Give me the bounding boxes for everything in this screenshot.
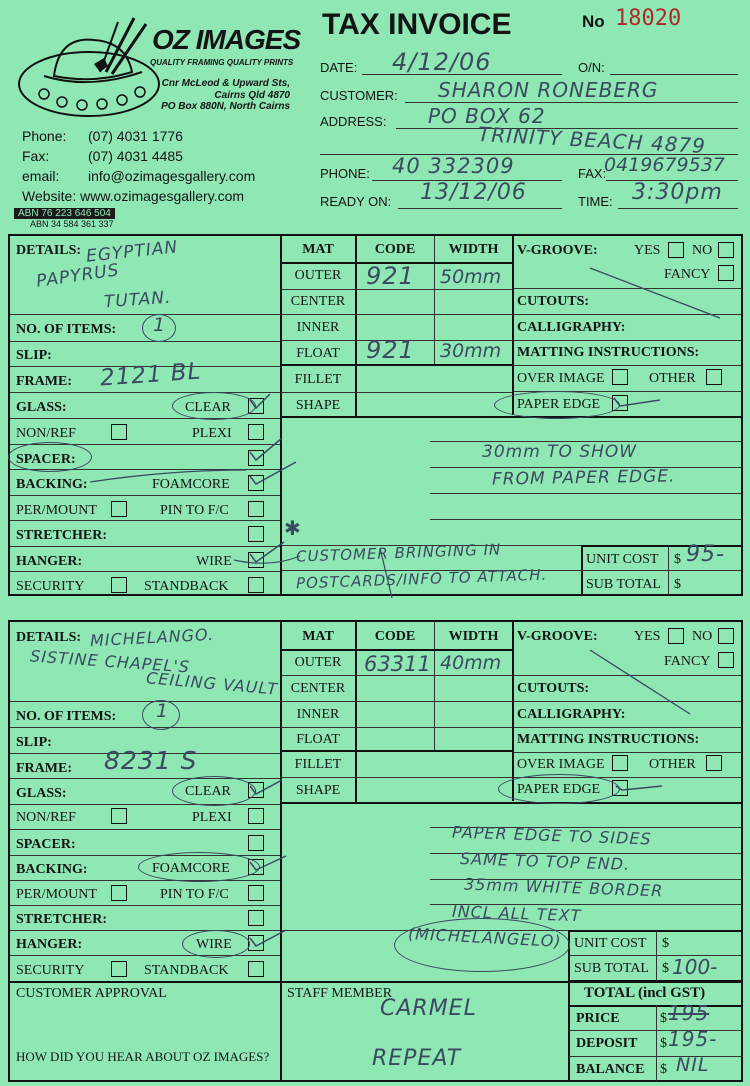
order-1-code-header: CODE: [374, 242, 416, 257]
customer-approval-label: CUSTOMER APPROVAL: [16, 986, 167, 1001]
order-2-hanger-label: HANGER:: [16, 937, 83, 952]
order-1-width-header: WIDTH: [448, 242, 499, 257]
order-1-calligraphy-label: CALLIGRAPHY:: [517, 320, 626, 335]
order-2-stretcher-label: STRETCHER:: [16, 912, 108, 927]
email-label: email:: [22, 168, 60, 184]
balance-label: BALANCE: [576, 1062, 645, 1077]
fax-label: Fax:: [22, 148, 50, 164]
order-1-unitcost-label: UNIT COST: [586, 552, 659, 567]
order-2-other-label: OTHER: [649, 757, 696, 772]
order-1-note-star-icon: ✱: [284, 516, 302, 540]
order-2-glass-label: GLASS:: [16, 786, 67, 801]
invoice-no-label: No: [582, 12, 605, 31]
company-website: www.ozimagesgallery.com: [80, 188, 245, 204]
order-1-frame-code: 2121 BL: [99, 358, 203, 392]
order-1-security-label: SECURITY: [16, 579, 85, 594]
order-2-slip-label: SLIP:: [16, 735, 52, 750]
company-address-line1: Cnr McLeod & Upward Sts,: [161, 78, 290, 89]
order-2-backing-label: BACKING:: [16, 862, 88, 877]
order-1-instruction-line1: 30mm TO SHOW: [482, 442, 638, 462]
order-2-clear-label: CLEAR: [185, 784, 231, 799]
order-2-standback-label: STANDBACK: [144, 963, 229, 978]
order-1-outer-label: OUTER: [294, 268, 342, 283]
order-1-subtotal-dollar: $: [674, 577, 681, 592]
order-1-overimage-label: OVER IMAGE: [517, 371, 605, 386]
order-2-subtotal-dollar: $: [662, 961, 669, 976]
order-1-fillet-label: FILLET: [294, 372, 342, 387]
order-2-mat-header: MAT: [302, 629, 334, 644]
order-2-items-count: 1: [156, 700, 170, 722]
order-1-center-label: CENTER: [290, 294, 346, 309]
order-1-other-label: OTHER: [649, 371, 696, 386]
ready-time: 3:30pm: [632, 180, 723, 205]
order-1-subtotal-label: SUB TOTAL: [586, 577, 661, 592]
order-2-wire-label: WIRE: [196, 937, 232, 952]
order-2-check-marks: [0, 600, 750, 1080]
hear-about-label: HOW DID YOU HEAR ABOUT OZ IMAGES?: [16, 1049, 270, 1064]
order-2-fillet-label: FILLET: [294, 757, 342, 772]
order-1-matting-label: MATTING INSTRUCTIONS:: [517, 345, 700, 360]
order-1-vgroove-label: V-GROOVE:: [517, 243, 598, 258]
order-1-unit-cost: 95-: [686, 542, 725, 567]
on-label: O/N:: [578, 60, 605, 75]
invoice-number: 18020: [615, 6, 682, 31]
company-name: OZ IMAGES: [152, 24, 301, 55]
customer-name: SHARON RONEBERG: [438, 78, 659, 102]
phone-label: Phone:: [22, 128, 67, 144]
order-2-details-line3: CEILING VAULT: [145, 668, 279, 699]
order-2-instruction-line5: (MICHELANGELO): [407, 923, 563, 952]
invoice-date: 4/12/06: [392, 48, 492, 76]
order-2-float-label: FLOAT: [296, 732, 340, 747]
abn-old: ABN 76 223 646 504: [14, 208, 115, 219]
order-2-instruction-line3: 35mm WHITE BORDER: [463, 874, 664, 901]
order-2-center-label: CENTER: [290, 681, 346, 696]
order-2-cutouts-label: CUTOUTS:: [517, 681, 590, 696]
price-value: 195: [668, 1001, 710, 1025]
order-2-outer-width: 40mm: [440, 652, 502, 674]
ready-on-label: READY ON:: [320, 194, 392, 209]
order-1-wire-label: WIRE: [196, 554, 232, 569]
order-2-outer-label: OUTER: [294, 655, 342, 670]
order-1-foamcore-label: FOAMCORE: [152, 477, 230, 492]
abn: ABN 34 584 361 337: [30, 219, 114, 229]
order-2-inner-label: INNER: [296, 707, 340, 722]
invoice-title: TAX INVOICE: [322, 8, 512, 41]
order-1-details-line1: EGYPTIAN: [85, 237, 180, 267]
order-2-pinfc-label: PIN TO F/C: [160, 887, 229, 902]
customer-label: CUSTOMER:: [320, 88, 398, 103]
order-2-matting-label: MATTING INSTRUCTIONS:: [517, 732, 700, 747]
order-1-float-width: 30mm: [440, 340, 502, 362]
price-label: PRICE: [576, 1011, 620, 1026]
order-2-unitcost-dollar: $: [662, 936, 669, 951]
order-2-overimage-label: OVER IMAGE: [517, 757, 605, 772]
order-2-details-line1: MICHELANGO.: [89, 624, 215, 651]
balance-value: NIL: [676, 1054, 710, 1076]
order-2-subtotal-label: SUB TOTAL: [574, 961, 649, 976]
order-1-mat-header: MAT: [302, 242, 334, 257]
order-1-note-line2: POSTCARDS/INFO TO ATTACH.: [295, 565, 548, 593]
deposit-dollar: $: [660, 1036, 667, 1051]
order-1-instruction-line2: FROM PAPER EDGE.: [491, 466, 676, 490]
time-label: TIME:: [578, 194, 613, 209]
order-2-frame-code: 8231 S: [104, 746, 198, 775]
order-1-standback-label: STANDBACK: [144, 579, 229, 594]
customer-fax: 0419679537: [604, 154, 725, 176]
order-2-width-header: WIDTH: [448, 629, 499, 644]
customer-phone: 40 332309: [392, 154, 515, 178]
order-2-permount-label: PER/MOUNT: [16, 887, 97, 902]
order-2-security-label: SECURITY: [16, 963, 85, 978]
order-2-vgroove-label: V-GROOVE:: [517, 629, 598, 644]
deposit-value: 195-: [668, 1027, 718, 1051]
order-2-nonref-label: NON/REF: [16, 810, 76, 825]
order-2-items-label: NO. OF ITEMS:: [16, 709, 117, 724]
company-fax: (07) 4031 4485: [88, 148, 183, 164]
order-1-fancy-label: FANCY: [664, 267, 711, 282]
order-1-note-line1: CUSTOMER BRINGING IN: [295, 540, 502, 566]
order-1-glass-label: GLASS:: [16, 400, 67, 415]
order-2-details-label: DETAILS:: [16, 630, 82, 645]
order-2-paperedge-label: PAPER EDGE: [517, 782, 601, 797]
order-2-spacer-label: SPACER:: [16, 837, 76, 852]
order-1-details-line2: PAPYRUS: [35, 260, 121, 292]
order-1-float-label: FLOAT: [296, 346, 340, 361]
order-1-cutouts-label: CUTOUTS:: [517, 294, 590, 309]
order-2-instruction-line1: PAPER EDGE TO SIDES: [451, 822, 652, 849]
order-1-pinfc-label: PIN TO F/C: [160, 503, 229, 518]
company-email: info@ozimagesgallery.com: [88, 168, 256, 184]
order-1-items-count: 1: [153, 314, 167, 336]
order-1-inner-label: INNER: [296, 320, 340, 335]
order-2-calligraphy-label: CALLIGRAPHY:: [517, 707, 626, 722]
order-2-details-line2: SISTINE CHAPEL'S: [29, 646, 191, 677]
order-1-backing-label: BACKING:: [16, 477, 88, 492]
balance-dollar: $: [660, 1062, 667, 1077]
order-1-clear-label: CLEAR: [185, 400, 231, 415]
hear-about-answer: REPEAT: [372, 1046, 462, 1071]
customer-address-line2: TRINITY BEACH 4879: [477, 122, 707, 158]
company-tagline: QUALITY FRAMING QUALITY PRINTS: [150, 58, 294, 67]
order-2-no-label: NO: [692, 629, 713, 644]
price-dollar: $: [660, 1011, 667, 1026]
order-2-frame-label: FRAME:: [16, 761, 72, 776]
deposit-label: DEPOSIT: [576, 1036, 638, 1051]
order-2-sub-total: 100-: [672, 955, 718, 979]
order-2-instruction-line4: INCL ALL TEXT: [451, 901, 582, 926]
order-2-instruction-line2: SAME TO TOP END.: [459, 849, 631, 874]
staff-member-label: STAFF MEMBER: [287, 986, 393, 1001]
website-label: Website:: [22, 188, 77, 204]
customer-address-line1: PO BOX 62: [428, 104, 546, 128]
date-label: DATE:: [320, 60, 358, 75]
order-2-outer-code: 63311: [364, 652, 431, 676]
order-1-outer-width: 50mm: [440, 266, 502, 288]
fax-field-label: FAX:: [578, 166, 607, 181]
staff-member-name: CARMEL: [380, 996, 477, 1021]
order-2-foamcore-label: FOAMCORE: [152, 861, 230, 876]
order-1-items-label: NO. OF ITEMS:: [16, 322, 117, 337]
order-2-shape-label: SHAPE: [295, 783, 341, 798]
order-1-stretcher-label: STRETCHER:: [16, 528, 108, 543]
order-1-frame-label: FRAME:: [16, 374, 72, 389]
order-1-unitcost-dollar: $: [674, 552, 681, 567]
order-1-details-label: DETAILS:: [16, 243, 82, 258]
order-1-spacer-label: SPACER:: [16, 452, 76, 467]
company-address-line3: PO Box 880N, North Cairns: [161, 101, 290, 112]
order-1-float-code: 921: [366, 336, 415, 364]
order-1-nonref-label: NON/REF: [16, 426, 76, 441]
total-label: TOTAL (incl GST): [584, 985, 706, 1001]
phone-field-label: PHONE:: [320, 166, 370, 181]
order-2-code-header: CODE: [374, 629, 416, 644]
order-2-unitcost-label: UNIT COST: [574, 936, 647, 951]
order-1-slip-label: SLIP:: [16, 348, 52, 363]
order-1-yes-label: YES: [634, 243, 661, 258]
order-1-paperedge-label: PAPER EDGE: [517, 397, 601, 412]
company-phone: (07) 4031 1776: [88, 128, 183, 144]
order-1-hanger-label: HANGER:: [16, 554, 83, 569]
order-1-plexi-label: PLEXI: [192, 426, 232, 441]
order-1-details-line3: TUTAN.: [103, 287, 173, 313]
ready-on-date: 13/12/06: [420, 180, 527, 205]
order-2-plexi-label: PLEXI: [192, 810, 232, 825]
order-2-fancy-label: FANCY: [664, 654, 711, 669]
order-2-yes-label: YES: [634, 629, 661, 644]
order-1-permount-label: PER/MOUNT: [16, 503, 97, 518]
company-address-line2: Cairns Qld 4870: [214, 90, 290, 101]
order-1-outer-code: 921: [366, 262, 415, 290]
order-1-shape-label: SHAPE: [295, 398, 341, 413]
address-label: ADDRESS:: [320, 114, 387, 129]
order-1-no-label: NO: [692, 243, 713, 258]
